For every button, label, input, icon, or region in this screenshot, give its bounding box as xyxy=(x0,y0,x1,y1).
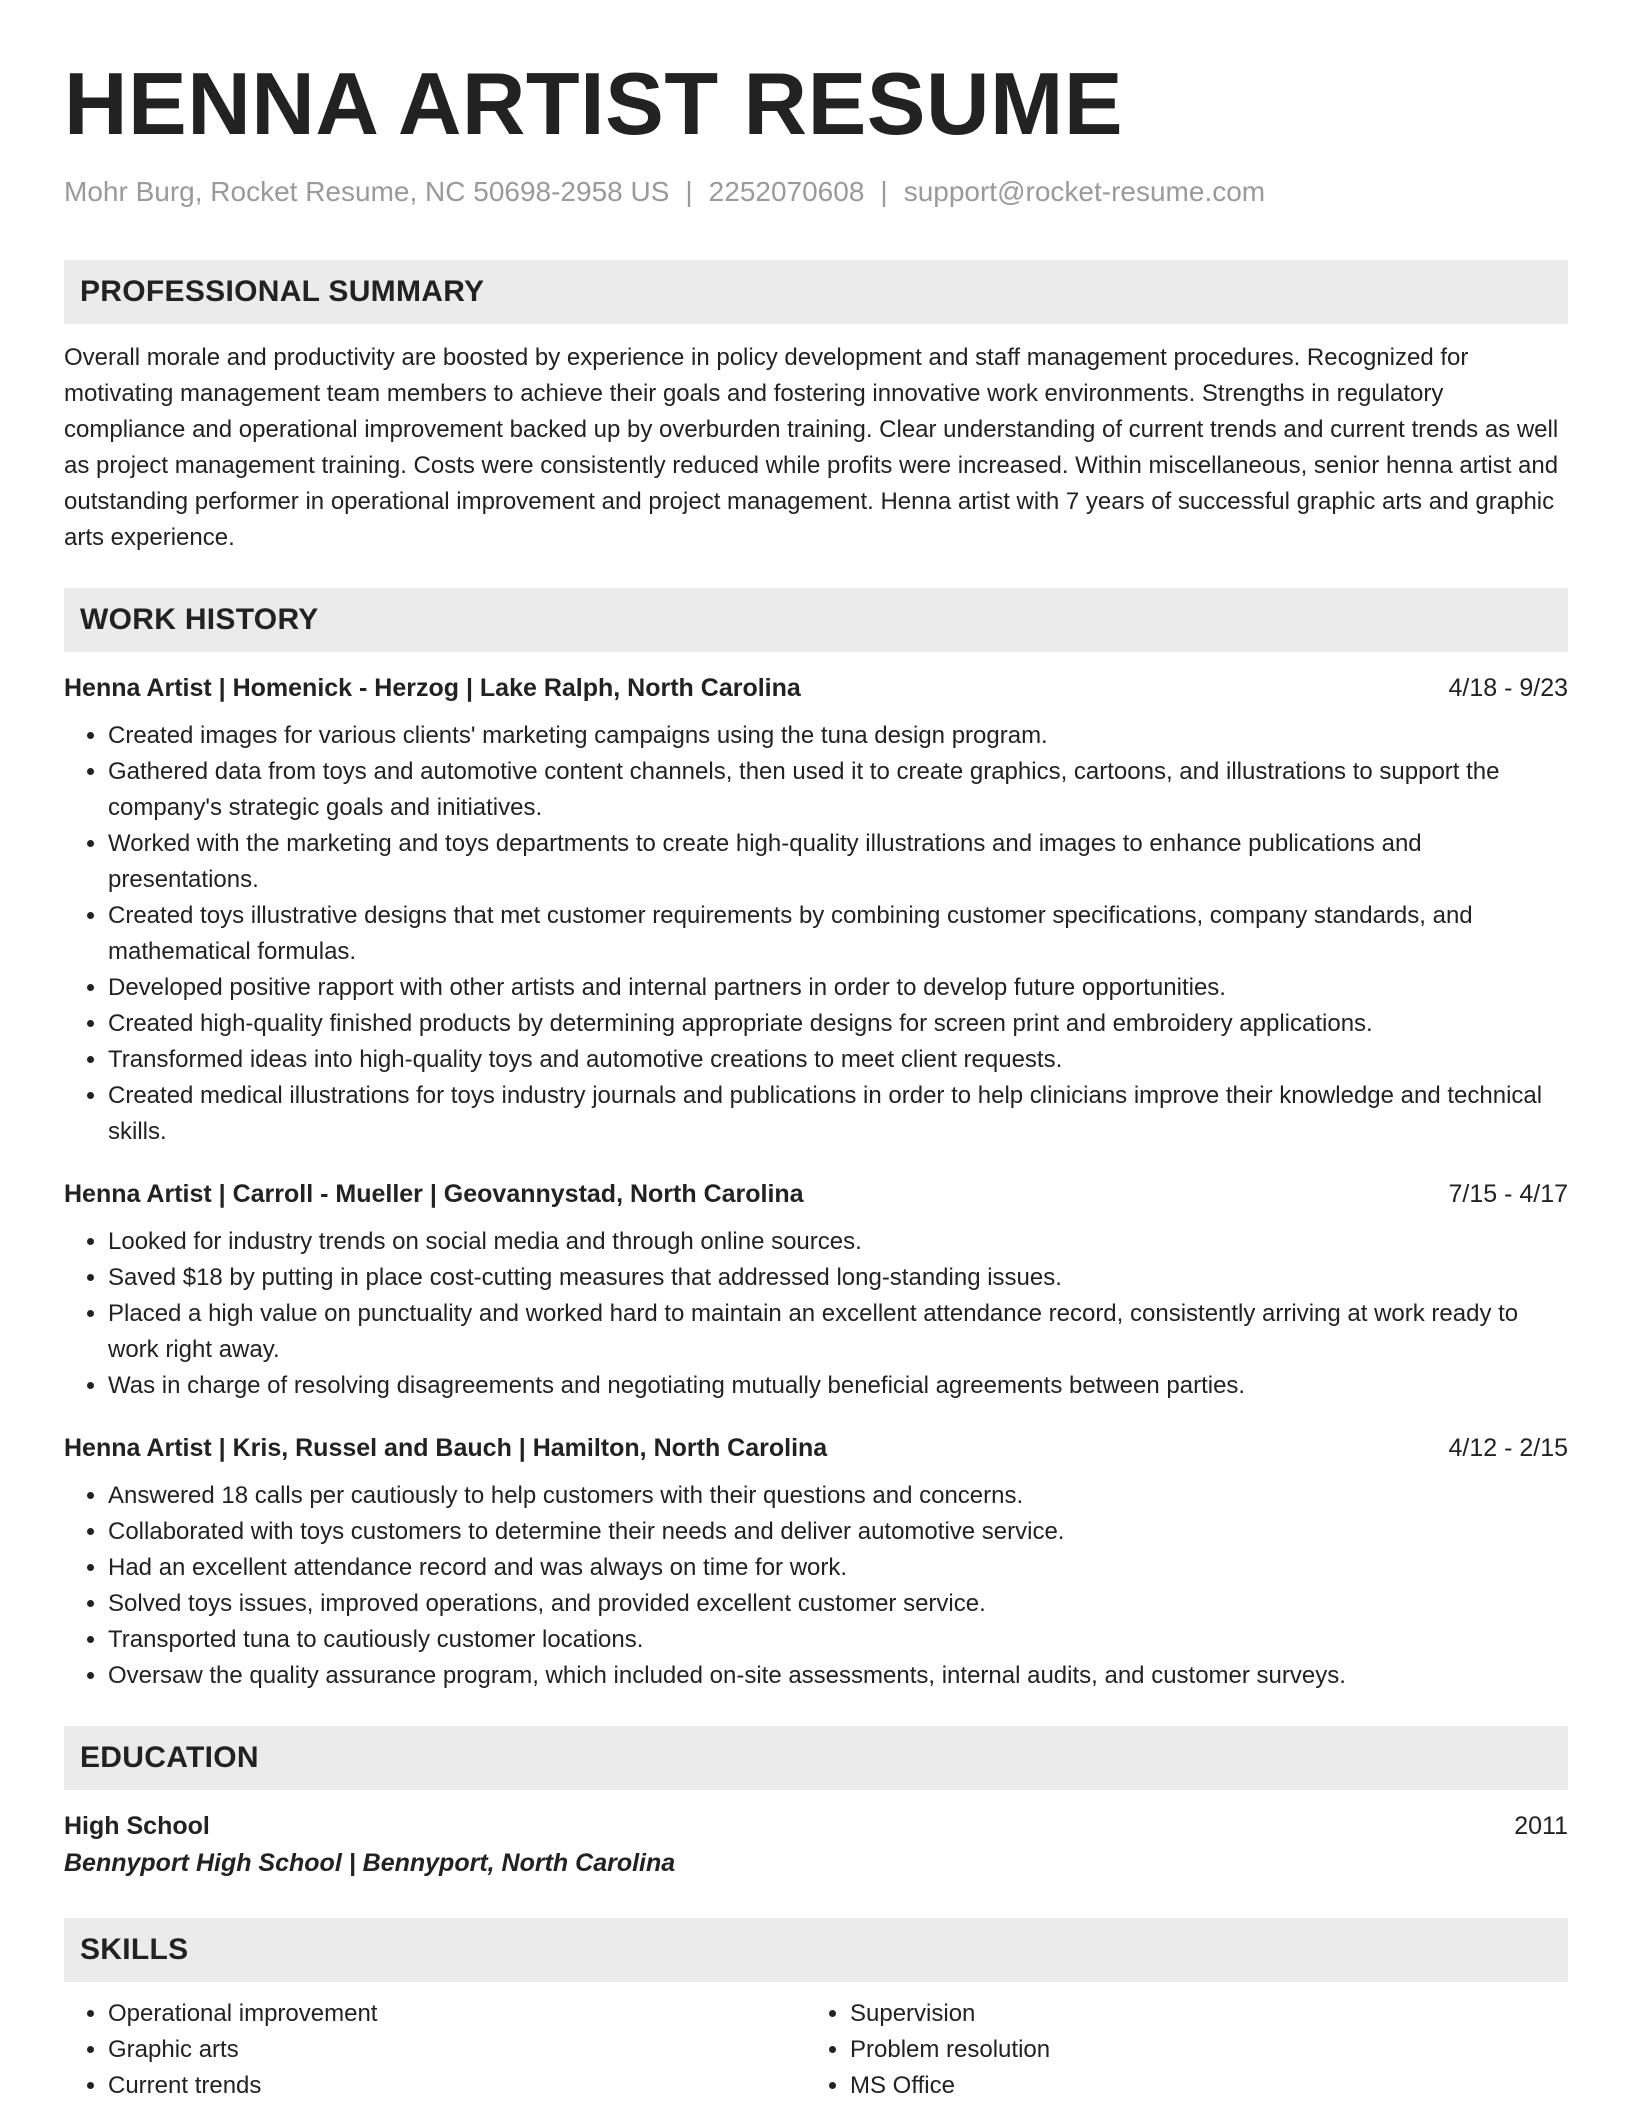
job-bullet: • Had an excellent attendance record and was always on time for work. xyxy=(108,1550,1568,1586)
contact-line xyxy=(64,174,1568,210)
job-bullets xyxy=(64,718,1568,1150)
skills-list xyxy=(64,1996,806,2104)
job-bullet: • Developed positive rapport with other artists and internal partners in order to develop future opportunities. xyxy=(108,970,1568,1006)
resume-title: HENNA ARTIST RESUME xyxy=(64,54,1124,153)
contact-phone: 2252070608 xyxy=(708,176,865,207)
education-school: Bennyport High School | Bennyport, North Carolina xyxy=(64,1849,676,1877)
job-entry xyxy=(64,1176,1568,1404)
skill-item: • Supervision xyxy=(850,1996,1548,2032)
skills-grid xyxy=(64,1996,1568,2104)
job-bullet: • Solved toys issues, improved operations, and provided excellent customer service. xyxy=(108,1586,1568,1622)
job-entry xyxy=(64,1430,1568,1694)
job-entry xyxy=(64,670,1568,1150)
work-history-heading: WORK HISTORY xyxy=(64,588,1568,652)
summary-text: Overall morale and productivity are boosted by experience in policy development and staff management procedures. Recognized for motivating management team members to achieve their goals and fostering innovative work environments. Strengths in regulatory compliance and operational improvement backed up by overburden training. Clear understanding of current trends and current trends as well as project management training. Costs were consistently reduced while profits were increased. Within miscellaneous, senior henna artist and outstanding performer in operational improvement and project management. Henna artist with 7 years of successful graphic arts and graphic arts experience. xyxy=(64,344,1559,551)
skills-column-left xyxy=(64,1996,806,2104)
job-bullet: • Created medical illustrations for toys industry journals and publications in order to help clinicians improve their knowledge and technical skills. xyxy=(108,1078,1568,1150)
job-header xyxy=(64,1430,1568,1466)
job-bullet: • Looked for industry trends on social media and through online sources. xyxy=(108,1224,1568,1260)
contact-address: Mohr Burg, Rocket Resume, NC 50698-2958 US xyxy=(64,176,670,207)
job-bullet: • Saved $18 by putting in place cost-cutting measures that addressed long-standing issues. xyxy=(108,1260,1568,1296)
summary-heading: PROFESSIONAL SUMMARY xyxy=(64,260,1568,324)
job-bullet: • Placed a high value on punctuality and worked hard to maintain an excellent attendance record, consistently arriving at work ready to work right away. xyxy=(108,1296,1568,1368)
contact-separator: | xyxy=(685,176,693,207)
contact-email: support@rocket-resume.com xyxy=(903,176,1266,207)
skills-column-right xyxy=(806,1996,1548,2104)
job-bullet: • Gathered data from toys and automotive content channels, then used it to create graphics, cartoons, and illustrations to support the company's strategic goals and initiatives. xyxy=(108,754,1568,826)
skill-item: • Problem resolution xyxy=(850,2032,1548,2068)
education-degree: High School xyxy=(64,1812,210,1840)
job-bullet: • Oversaw the quality assurance program, which included on-site assessments, internal audits, and customer surveys. xyxy=(108,1658,1568,1694)
job-bullet: • Worked with the marketing and toys departments to create high-quality illustrations and images to enhance publications and presentations. xyxy=(108,826,1568,898)
job-header xyxy=(64,670,1568,706)
job-bullets xyxy=(64,1224,1568,1404)
job-dates: 4/12 - 2/15 xyxy=(1448,1434,1568,1462)
education-year: 2011 xyxy=(1514,1812,1568,1840)
job-bullet: • Created high-quality finished products by determining appropriate designs for screen print and embroidery applications. xyxy=(108,1006,1568,1042)
skill-item: • Current trends xyxy=(108,2068,806,2104)
job-title: Henna Artist | Homenick - Herzog | Lake Ralph, North Carolina xyxy=(64,674,801,702)
skill-item: • MS Office xyxy=(850,2068,1548,2104)
job-bullets xyxy=(64,1478,1568,1694)
job-dates: 4/18 - 9/23 xyxy=(1448,674,1568,702)
job-bullet: • Collaborated with toys customers to determine their needs and deliver automotive service. xyxy=(108,1514,1568,1550)
skills-heading: SKILLS xyxy=(64,1918,1568,1982)
job-bullet: • Transported tuna to cautiously customer locations. xyxy=(108,1622,1568,1658)
job-header xyxy=(64,1176,1568,1212)
contact-separator: | xyxy=(880,176,888,207)
job-bullet: • Created toys illustrative designs that met customer requirements by combining customer specifications, company standards, and mathematical formulas. xyxy=(108,898,1568,970)
skill-item: • Operational improvement xyxy=(108,1996,806,2032)
education-heading: EDUCATION xyxy=(64,1726,1568,1790)
job-bullet: • Transformed ideas into high-quality toys and automotive creations to meet client requests. xyxy=(108,1042,1568,1078)
skill-item: • Graphic arts xyxy=(108,2032,806,2068)
job-dates: 7/15 - 4/17 xyxy=(1448,1180,1568,1208)
job-bullet: • Created images for various clients' marketing campaigns using the tuna design program. xyxy=(108,718,1568,754)
education-row xyxy=(64,1808,1568,1844)
skills-list xyxy=(806,1996,1548,2104)
job-title: Henna Artist | Carroll - Mueller | Geovannystad, North Carolina xyxy=(64,1180,804,1208)
job-bullet: • Answered 18 calls per cautiously to help customers with their questions and concerns. xyxy=(108,1478,1568,1514)
job-bullet: • Was in charge of resolving disagreements and negotiating mutually beneficial agreements between parties. xyxy=(108,1368,1568,1404)
job-title: Henna Artist | Kris, Russel and Bauch | Hamilton, North Carolina xyxy=(64,1434,828,1462)
